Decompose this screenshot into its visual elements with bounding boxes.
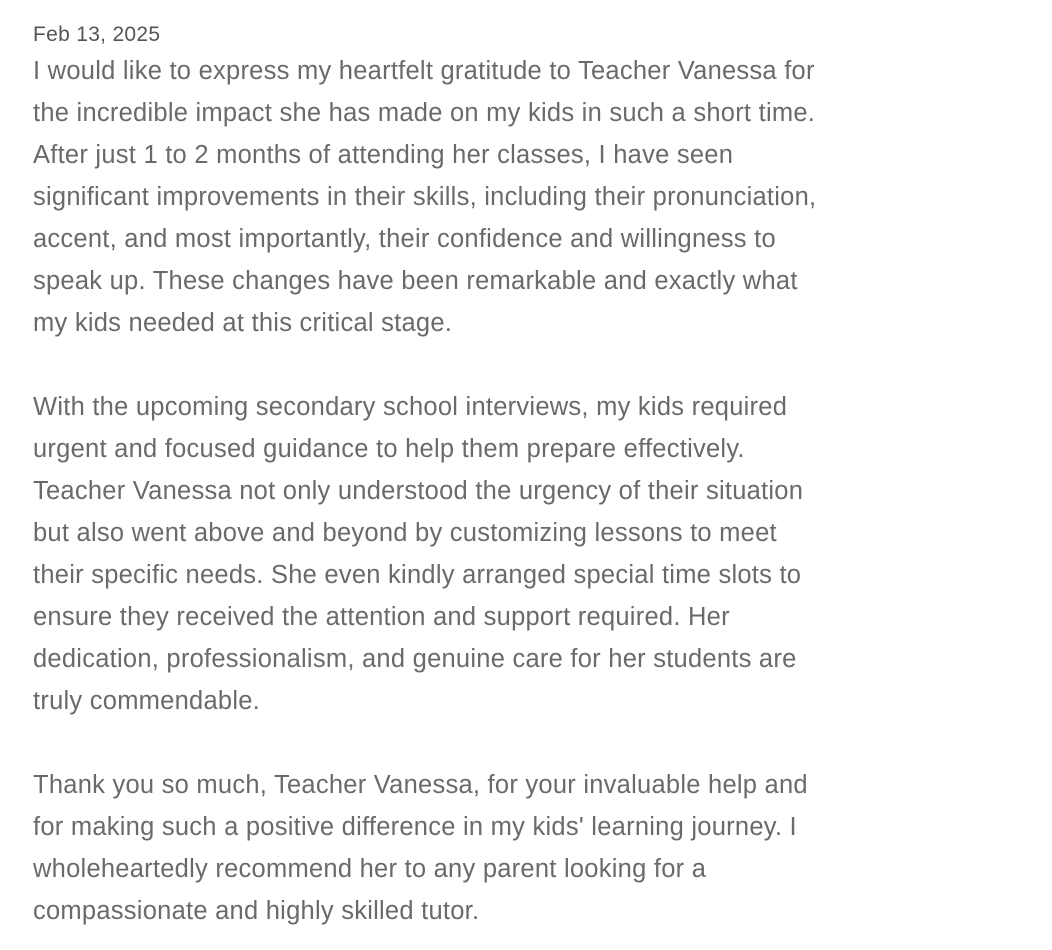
review-body: [33, 50, 963, 932]
review-date: Feb 13, 2025: [33, 23, 161, 46]
review-line: Thank you so much, Teacher Vanessa, for your invaluable help and: [33, 771, 808, 799]
review-line: compassionate and highly skilled tutor.: [33, 897, 480, 925]
review-line: wholeheartedly recommend her to any parent looking for a: [33, 855, 707, 883]
review-line: their specific needs. She even kindly arranged special time slots to: [33, 561, 802, 589]
review-card: [33, 20, 963, 932]
review-line: my kids needed at this critical stage.: [33, 309, 453, 337]
review-paragraph-1: [33, 50, 963, 344]
review-line: significant improvements in their skills, including their pronunciation,: [33, 183, 817, 211]
review-line: ensure they received the attention and support required. Her: [33, 603, 730, 631]
review-line: I would like to express my heartfelt gratitude to Teacher Vanessa for: [33, 57, 815, 85]
review-line: Teacher Vanessa not only understood the urgency of their situation: [33, 477, 804, 505]
review-line: the incredible impact she has made on my kids in such a short time.: [33, 99, 816, 127]
review-line: accent, and most importantly, their confidence and willingness to: [33, 225, 776, 253]
review-line: speak up. These changes have been remarkable and exactly what: [33, 267, 798, 295]
review-line: dedication, professionalism, and genuine care for her students are: [33, 645, 797, 673]
review-line: but also went above and beyond by customizing lessons to meet: [33, 519, 777, 547]
review-paragraph-2: [33, 386, 963, 722]
review-line: truly commendable.: [33, 687, 261, 715]
review-line: for making such a positive difference in my kids' learning journey. I: [33, 813, 797, 841]
review-line: urgent and focused guidance to help them prepare effectively.: [33, 435, 745, 463]
review-line: With the upcoming secondary school interviews, my kids required: [33, 393, 788, 421]
review-line: After just 1 to 2 months of attending her classes, I have seen: [33, 141, 734, 169]
review-paragraph-3: [33, 764, 963, 932]
